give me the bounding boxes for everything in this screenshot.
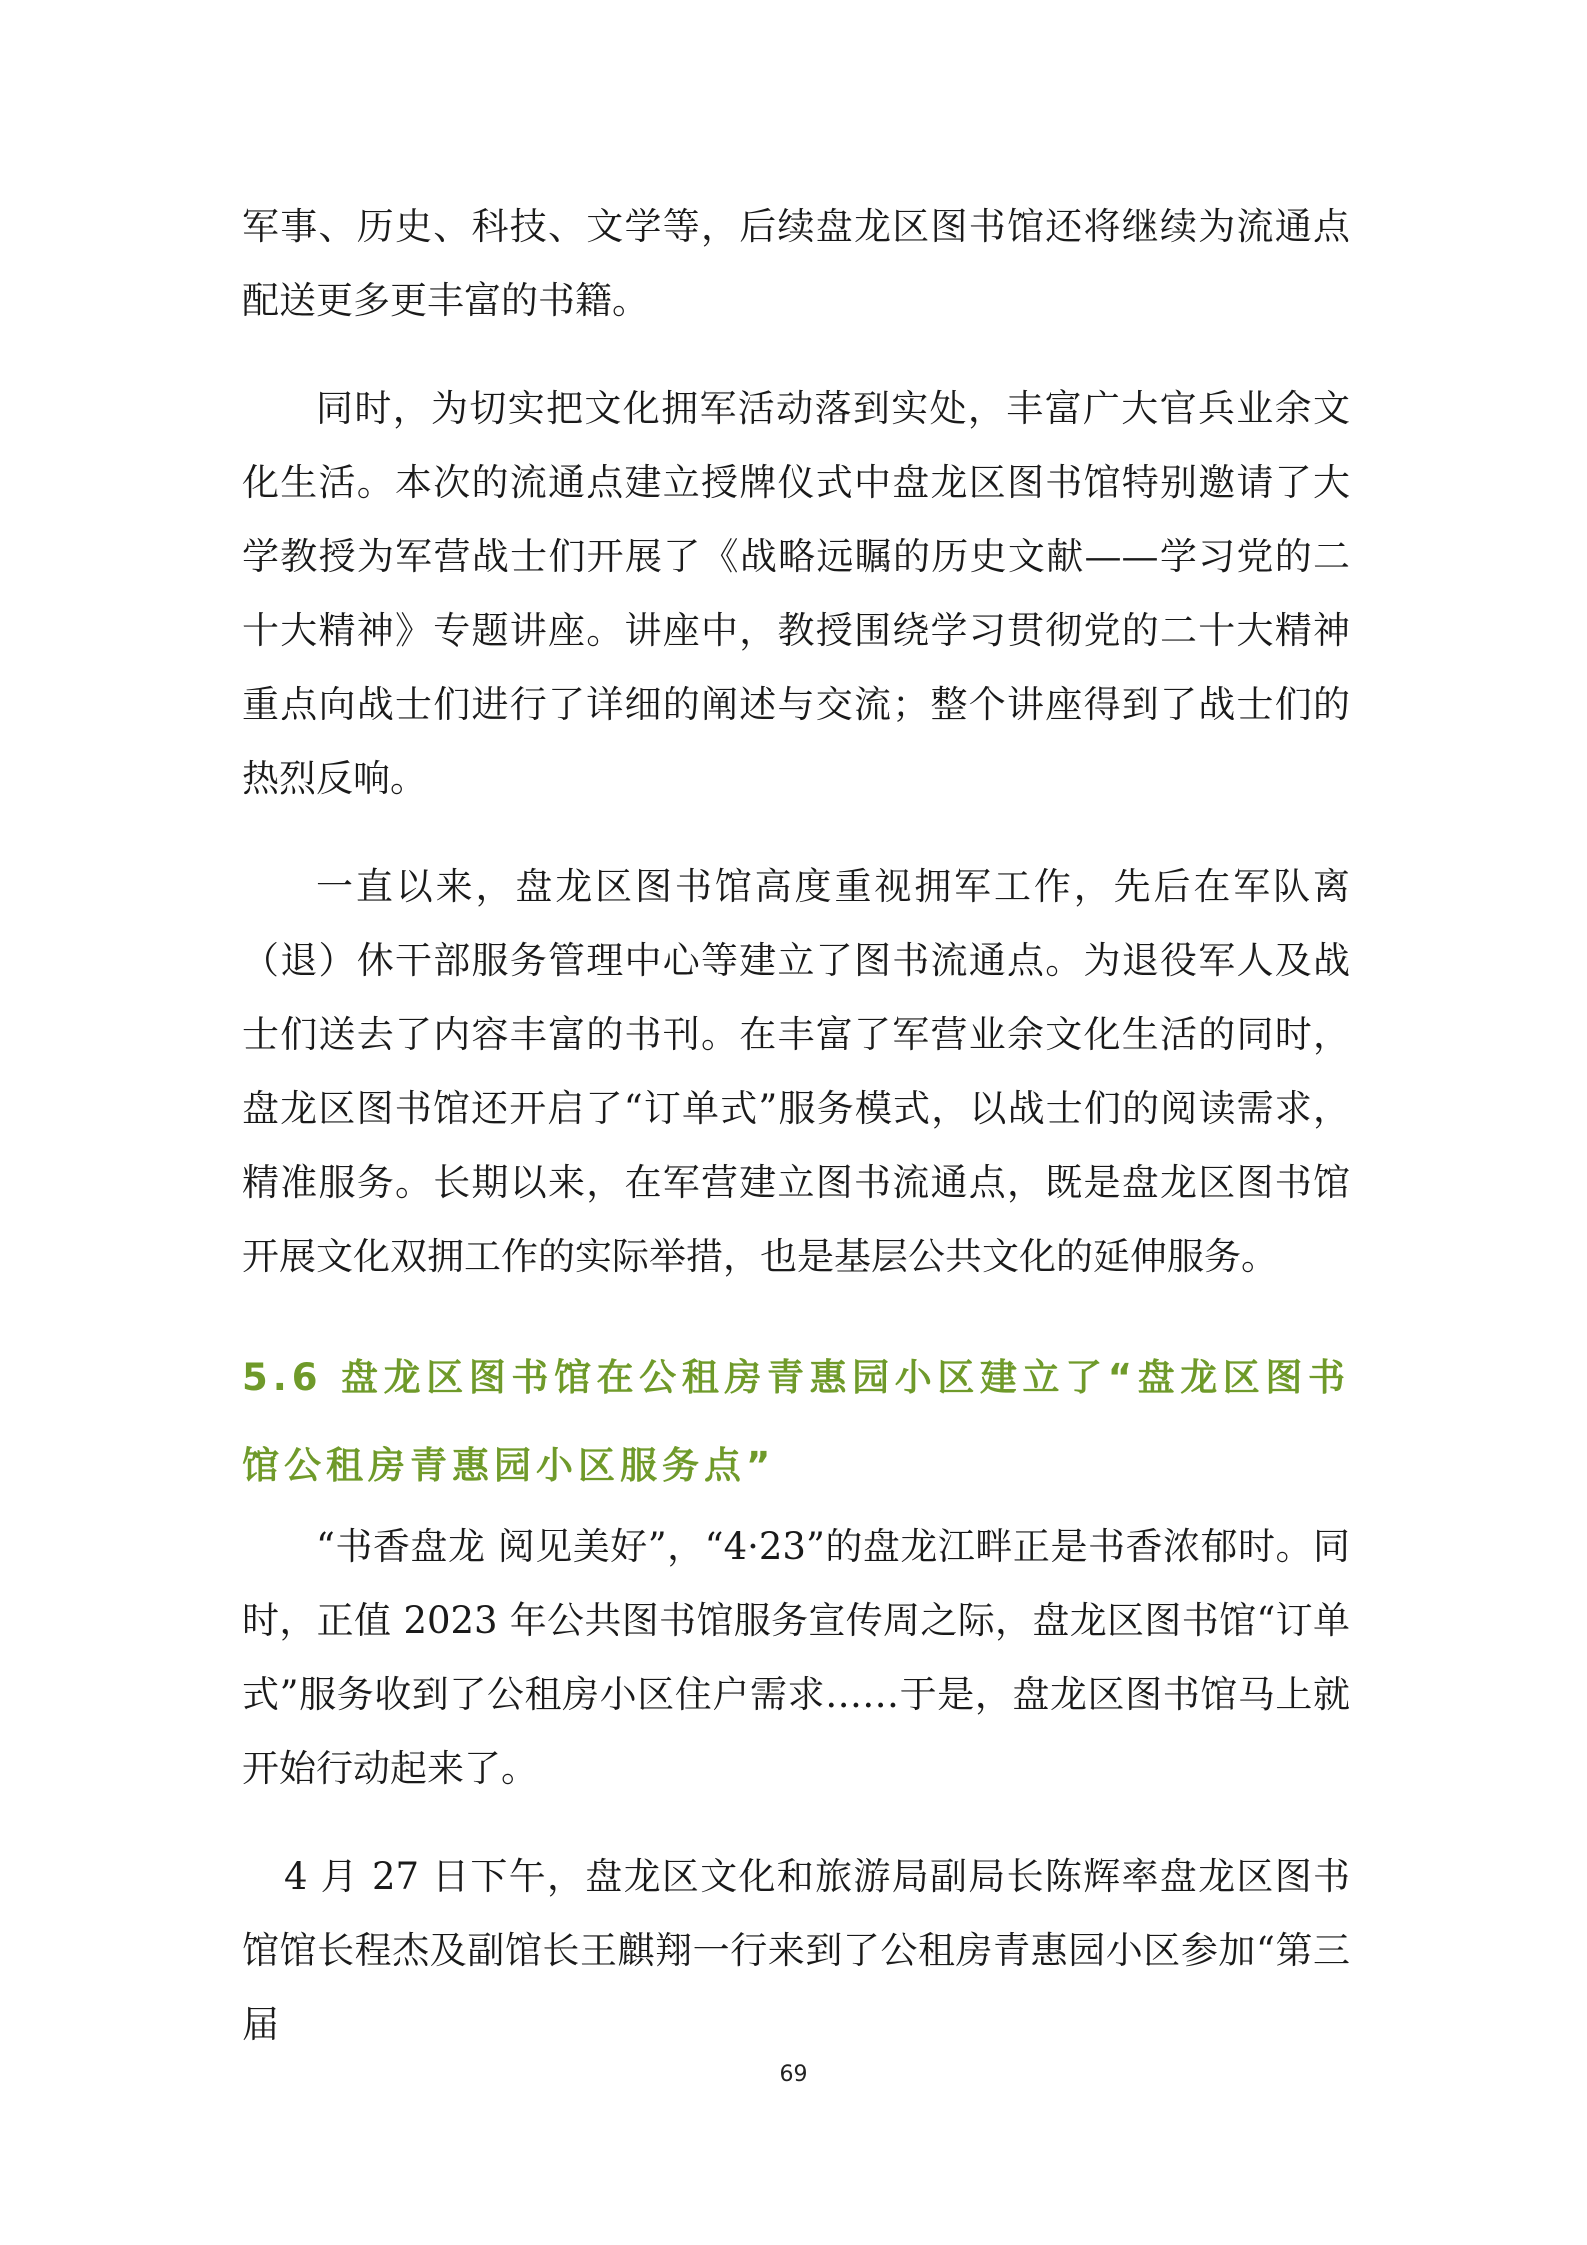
paragraph-lecture: 同时，为切实把文化拥军活动落到实处，丰富广大官兵业余文化生活。本次的流通点建立授牌仪式中盘龙区图书馆特别邀请了大学教授为军营战士们开展了《战略远瞩的历史文献——学习党的二十大精神》专题讲座。讲座中，教授围绕学习贯彻党的二十大精神重点向战士们进行了详细的阐述与交流；整个讲座得到了战士们的热烈反响。 (242, 387, 1350, 800)
paragraph-book-week: “书香盘龙 阅见美好”，“4·23”的盘龙江畔正是书香浓郁时。同时，正值 2023 年公共图书馆服务宣传周之际，盘龙区图书馆“订单式”服务收到了公租房小区住户需求……于是，盘龙区图书馆马上就开始行动起来了。 (242, 1525, 1350, 1790)
section-heading: 5.6 盘龙区图书馆在公租房青惠园小区建立了“盘龙区图书馆公租房青惠园小区服务点” (242, 1356, 1350, 1487)
page-number: 69 (779, 2062, 808, 2087)
paragraph-continuation: 军事、历史、科技、文学等，后续盘龙区图书馆还将继续为流通点配送更多更丰富的书籍。 (242, 205, 1350, 322)
page-body (242, 190, 1350, 2062)
paragraph-visit: 4 月 27 日下午，盘龙区文化和旅游局副局长陈辉率盘龙区图书馆馆长程杰及副馆长王麒翔一行来到了公租房青惠园小区参加“第三届 (242, 1855, 1350, 2046)
paragraph-support-army: 一直以来，盘龙区图书馆高度重视拥军工作，先后在军队离（退）休干部服务管理中心等建立了图书流通点。为退役军人及战士们送去了内容丰富的书刊。在丰富了军营业余文化生活的同时，盘龙区图书馆还开启了“订单式”服务模式，以战士们的阅读需求，精准服务。长期以来，在军营建立图书流通点，既是盘龙区图书馆开展文化双拥工作的实际举措，也是基层公共文化的延伸服务。 (242, 865, 1350, 1278)
